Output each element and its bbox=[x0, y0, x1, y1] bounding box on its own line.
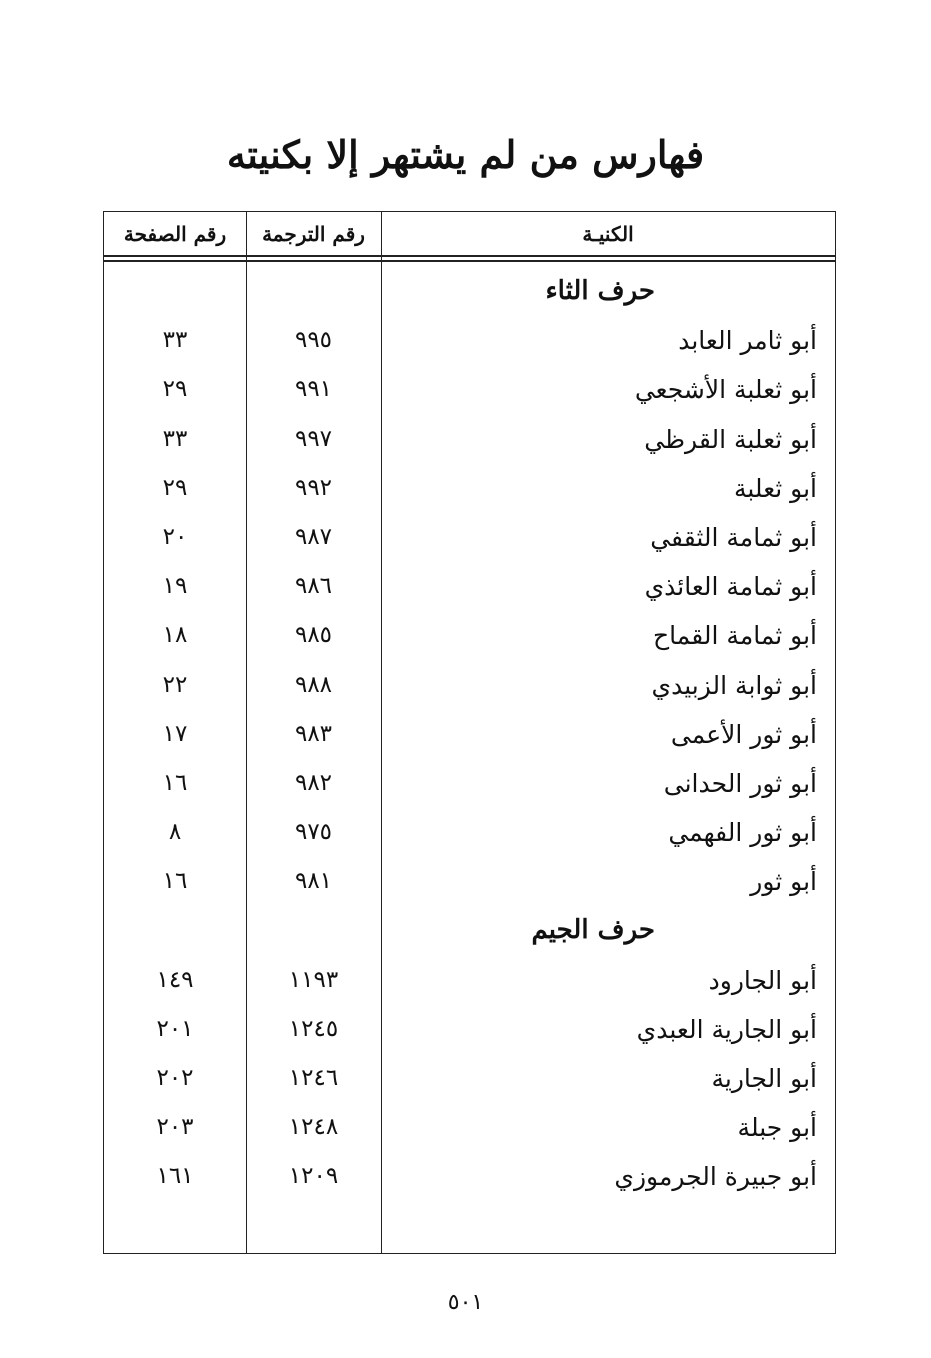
table-row bbox=[104, 513, 835, 562]
kunya-name: أبو ثمامة الثقفي bbox=[650, 522, 817, 552]
section-heading-row bbox=[104, 267, 835, 316]
page-number-cell: ٣٣ bbox=[162, 327, 188, 354]
table-row bbox=[104, 316, 835, 365]
kunya-name: أبو ثور الأعمى bbox=[670, 719, 817, 749]
table-row bbox=[104, 562, 835, 611]
header-translation-no: رقم الترجمة bbox=[262, 222, 365, 246]
translation-number: ٩٨٦ bbox=[294, 573, 333, 600]
page-number-cell: ١٦ bbox=[162, 868, 188, 895]
header-rule bbox=[104, 255, 835, 257]
kunya-name: أبو ثعلبة bbox=[733, 473, 817, 503]
kunya-name: أبو ثامر العابد bbox=[678, 326, 817, 356]
table-row bbox=[104, 857, 835, 906]
translation-number: ٩٨٢ bbox=[294, 769, 333, 796]
header-rule bbox=[104, 260, 835, 262]
translation-number: ٩٧٥ bbox=[294, 819, 333, 846]
translation-number: ١٢٤٨ bbox=[288, 1114, 339, 1141]
translation-number: ٩٩٧ bbox=[294, 425, 333, 452]
table-row bbox=[104, 759, 835, 808]
kunya-name: أبو ثوابة الزبيدي bbox=[651, 670, 817, 700]
page-number-cell: ١٦١ bbox=[156, 1163, 194, 1190]
table-row bbox=[104, 464, 835, 513]
kunya-name: أبو ثعلبة الأشجعي bbox=[634, 375, 817, 405]
table-row bbox=[104, 365, 835, 414]
table-row bbox=[104, 956, 835, 1005]
kunya-name: أبو الجارية bbox=[711, 1064, 817, 1093]
section-heading: حرف الثاء bbox=[545, 276, 655, 306]
section-heading: حرف الجيم bbox=[531, 915, 655, 946]
kunya-name: أبو ثمامة القماح bbox=[653, 621, 817, 651]
page-number-cell: ٢٩ bbox=[162, 376, 188, 403]
page-number-cell: ١٧ bbox=[162, 720, 188, 747]
page-number-cell: ٢٢ bbox=[162, 671, 188, 698]
translation-number: ٩٨١ bbox=[294, 868, 333, 895]
table-body bbox=[104, 267, 835, 1202]
kunya-name: أبو جبيرة الجرموزي bbox=[614, 1162, 817, 1192]
page-number-cell: ٢٠٣ bbox=[156, 1114, 194, 1141]
table-row bbox=[104, 611, 835, 660]
page-number-cell: ٢٠١ bbox=[156, 1015, 194, 1042]
page-number-cell: ٢٩ bbox=[162, 474, 188, 501]
page-number-cell: ١٦ bbox=[162, 769, 188, 796]
table-row bbox=[104, 1152, 835, 1201]
kunya-name: أبو ثعلبة القرظي bbox=[644, 424, 817, 454]
translation-number: ١٢٤٥ bbox=[288, 1015, 339, 1042]
kunya-name: أبو الجارية العبدي bbox=[636, 1014, 817, 1044]
page-number-cell: ١٩ bbox=[162, 573, 188, 600]
table-row bbox=[104, 808, 835, 857]
translation-number: ٩٩١ bbox=[294, 376, 333, 403]
kunya-name: أبو ثور الحدانى bbox=[663, 768, 817, 798]
header-name: الكنيـة bbox=[582, 222, 634, 246]
translation-number: ٩٨٧ bbox=[294, 523, 333, 550]
page-number-cell: ٨ bbox=[168, 819, 182, 846]
translation-number: ٩٨٣ bbox=[294, 720, 333, 747]
page-number-cell: ٢٠٢ bbox=[156, 1065, 194, 1091]
kunya-name: أبو جبلة bbox=[737, 1113, 817, 1143]
table-row bbox=[104, 1005, 835, 1054]
table-row bbox=[104, 1054, 835, 1103]
translation-number: ٩٩٢ bbox=[294, 474, 333, 501]
translation-number: ٩٩٥ bbox=[294, 327, 333, 354]
index-table bbox=[103, 211, 836, 1254]
header-page-no: رقم الصفحة bbox=[123, 222, 227, 246]
translation-number: ١٢٠٩ bbox=[288, 1163, 339, 1190]
section-heading-row bbox=[104, 906, 835, 955]
page-number: ٥٠١ bbox=[447, 1290, 484, 1315]
kunya-name: أبو ثور الفهمي bbox=[668, 818, 817, 848]
table-row bbox=[104, 415, 835, 464]
translation-number: ١٢٤٦ bbox=[288, 1065, 339, 1091]
translation-number: ١١٩٣ bbox=[288, 966, 339, 993]
kunya-name: أبو ثور bbox=[750, 867, 817, 897]
table-row bbox=[104, 710, 835, 759]
table-row bbox=[104, 1103, 835, 1152]
kunya-name: أبو ثمامة العائذي bbox=[644, 572, 817, 602]
page-number-cell: ٣٣ bbox=[162, 425, 188, 452]
translation-number: ٩٨٥ bbox=[294, 622, 333, 649]
page-number-cell: ٢٠ bbox=[162, 523, 188, 550]
page-number-cell: ١٨ bbox=[162, 622, 188, 649]
page-number-cell: ١٤٩ bbox=[156, 966, 194, 993]
kunya-name: أبو الجارود bbox=[708, 965, 817, 995]
page-title: فهارس من لم يشتهر إلا بكنيته bbox=[226, 132, 705, 177]
translation-number: ٩٨٨ bbox=[294, 671, 333, 698]
table-row bbox=[104, 661, 835, 710]
